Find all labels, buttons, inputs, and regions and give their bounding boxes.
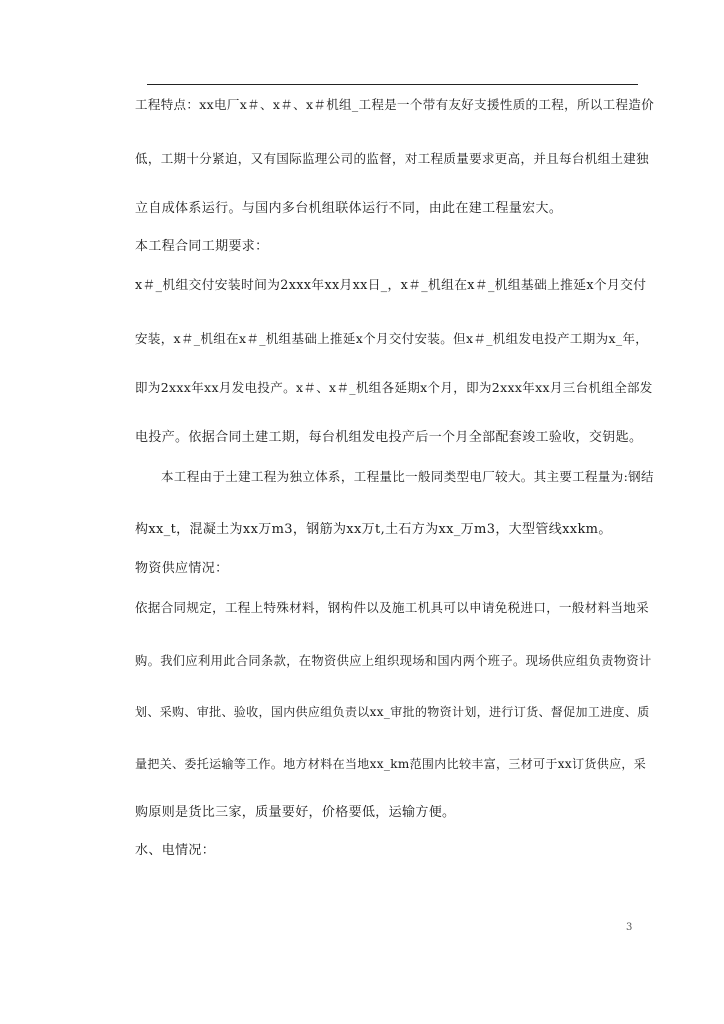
section-heading-schedule: 本工程合同工期要求： (135, 239, 269, 254)
text-line-2: 低，工期十分紧迫，又有国际监理公司的监督，对工程质量要求更高，并且每台机组土建独 (135, 151, 650, 166)
text-line-14: 划、采购、审批、验收，国内供应组负责以xx_审批的物资计划，进行订货、督促加工进度、质 (135, 705, 650, 719)
text-line-15: 量把关、委托运输等工作。地方材料在当地xx_km范围内比较丰富，三材可于xx订货供应，采 (135, 757, 647, 771)
text-line-13: 购。我们应利用此合同条款，在物资供应上组织现场和国内两个班子。现场供应组负责物资计 (135, 654, 652, 668)
text-line-10: 构xx_t，混凝土为xx万m3，钢筋为xx万t,土石方为xx_万m3，大型管线xxkm。 (135, 522, 612, 537)
page-number: 3 (626, 922, 633, 933)
section-heading-supply: 物资供应情况： (135, 561, 229, 576)
text-line-8: 电投产。依据合同土建工期，每台机组发电投产后一个月全部配套竣工验收，交钥匙。 (135, 430, 643, 445)
header-rule (147, 84, 638, 85)
text-line-16: 购原则是货比三家，质量要好，价格要低，运输方便。 (135, 805, 456, 820)
text-line-6: 安装，x＃_机组在x＃_机组基础上推延x个月交付安装。但x＃_机组发电投产工期为x_年， (135, 331, 649, 346)
text-line-12: 依据合同规定，工程上特殊材料，钢构件以及施工机具可以申请免税进口，一般材料当地采 (135, 600, 650, 615)
text-line-1: 工程特点：xx电厂x＃、x＃、x＃机组_工程是一个带有友好支援性质的工程，所以工程造价 (135, 97, 655, 112)
text-line-7: 即为2xxx年xx月发电投产。x＃、x＃_机组各延期x个月，即为2xxx年xx月三台机组全部发 (135, 380, 653, 395)
text-line-9: 本工程由于土建工程为独立体系，工程量比一般同类型电厂较大。其主要工程量为:钢结 (161, 469, 654, 484)
text-line-5: x＃_机组交付安装时间为2xxx年xx月xx日_，x＃_机组在x＃_机组基础上推延x个月交付 (135, 278, 647, 293)
text-line-3: 立自成体系运行。与国内多台机组联体运行不同，由此在建工程量宏大。 (135, 201, 563, 216)
section-heading-water-power: 水、电情况： (135, 843, 216, 858)
